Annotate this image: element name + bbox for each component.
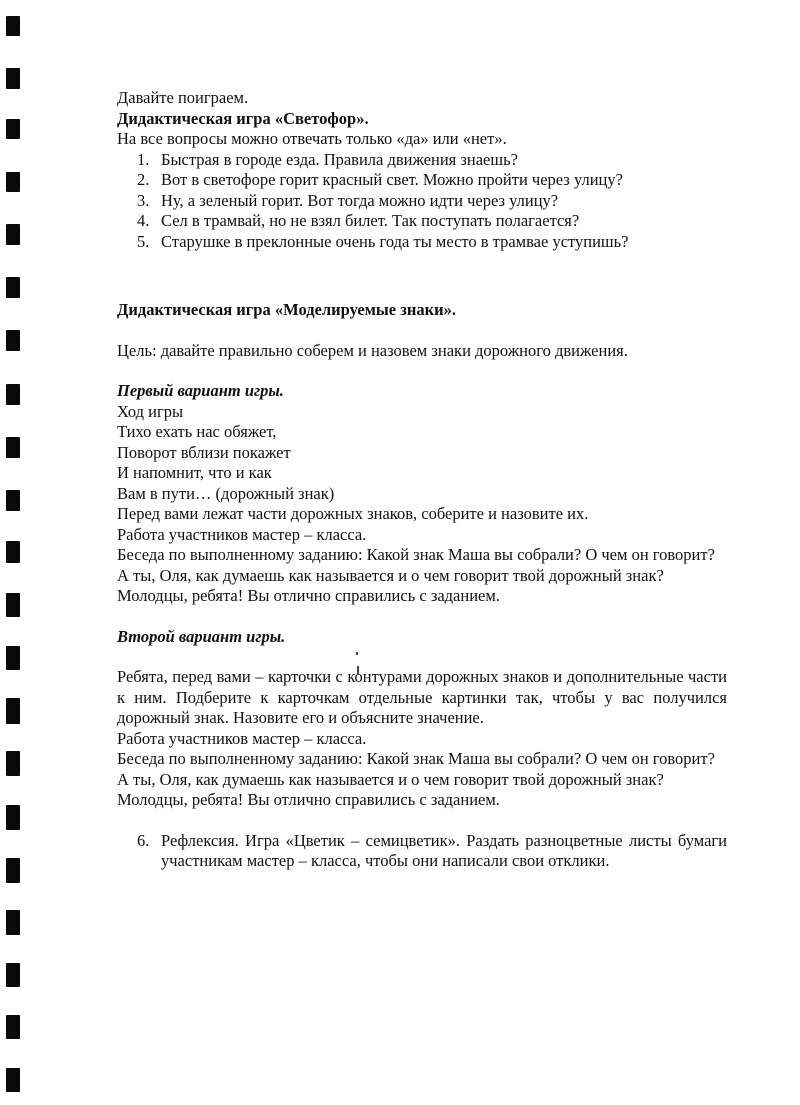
variant1-line: И напомнит, что и как <box>117 463 272 482</box>
variant1-line: Тихо ехать нас обяжет, <box>117 422 277 441</box>
list-number: 5. <box>137 231 150 251</box>
variant2-question: А ты, Оля, как думаешь как называется и о чем говорит твой дорожный знак? <box>117 769 664 789</box>
binder-hole <box>6 172 20 192</box>
variant1-line: Ход игры <box>117 401 184 421</box>
binder-hole <box>6 277 20 298</box>
variant2-task: Ребята, перед вами – карточки с контурами дорожных знаков и дополнительные части к ним. Подберите к карточкам отдельные картинки так, чтобы у вас получился дорожный знак. Назовите его и объясните значение. <box>117 667 727 727</box>
binder-hole <box>6 646 20 670</box>
binder-hole <box>6 593 20 617</box>
list-number: 2. <box>137 170 150 189</box>
variant1-line: Вам в пути… (дорожный знак) <box>117 483 335 503</box>
list-text: Старушке в преклонные очень года ты место в трамвае уступишь? <box>161 231 629 251</box>
game2-title: Дидактическая игра «Моделируемые знаки». <box>117 300 457 319</box>
binder-hole <box>6 963 20 987</box>
game1-question-list <box>117 150 727 253</box>
binder-hole <box>6 16 20 36</box>
reflection-number: 6. <box>137 830 150 850</box>
list-text: Быстрая в городе езда. Правила движения знаешь? <box>161 149 518 169</box>
binder-hole <box>6 541 20 563</box>
intro-text: Давайте поиграем. <box>117 88 249 107</box>
list-number: 4. <box>137 211 150 230</box>
list-item <box>117 191 727 212</box>
variant1-line: Поворот вблизи покажет <box>117 442 291 462</box>
binder-hole <box>6 1015 20 1039</box>
binder-hole <box>6 910 20 935</box>
variant2-heading: Второй вариант игры. <box>117 626 286 646</box>
variant1-praise: Молодцы, ребята! Вы отлично справились с заданием. <box>117 586 500 605</box>
reflection-text: Рефлексия. Игра «Цветик – семицветик». Раздать разноцветные листы бумаги участникам мастер – класса, чтобы они написали свои отклики. <box>161 830 727 870</box>
variant2-praise: Молодцы, ребята! Вы отлично справились с заданием. <box>117 790 500 809</box>
binder-hole <box>6 330 20 351</box>
game1-title: Дидактическая игра «Светофор». <box>117 108 369 128</box>
list-text: Ну, а зеленый горит. Вот тогда можно идти через улицу? <box>161 190 559 210</box>
binder-hole <box>6 224 20 245</box>
list-item <box>117 170 727 191</box>
list-item <box>117 150 727 171</box>
variant1-question: А ты, Оля, как думаешь как называется и о чем говорит твой дорожный знак? <box>117 565 664 585</box>
document-page <box>117 88 727 872</box>
variant1-line: Работа участников мастер – класса. <box>117 524 367 544</box>
binder-hole <box>6 858 20 883</box>
binder-hole <box>6 384 20 405</box>
game2-goal: Цель: давайте правильно соберем и назовем знаки дорожного движения. <box>117 340 628 360</box>
binder-hole <box>6 751 20 776</box>
list-item <box>117 211 727 232</box>
list-item <box>117 232 727 253</box>
binder-hole <box>6 437 20 458</box>
list-text: Сел в трамвай, но не взял билет. Так поступать полагается? <box>161 211 580 230</box>
reflection-item <box>137 831 727 872</box>
binder-hole <box>6 68 20 89</box>
list-number: 3. <box>137 190 150 210</box>
variant2-work: Работа участников мастер – класса. <box>117 728 367 748</box>
binder-hole <box>6 119 20 139</box>
variant2-discussion: Беседа по выполненному заданию: Какой знак Маша вы собрали? О чем он говорит? <box>117 749 715 768</box>
list-text: Вот в светофоре горит красный свет. Можно пройти через улицу? <box>161 170 623 189</box>
binder-hole <box>6 805 20 830</box>
binder-hole <box>6 698 20 724</box>
binder-hole <box>6 490 20 511</box>
binder-hole <box>6 1068 20 1092</box>
list-number: 1. <box>137 149 150 169</box>
binder-holes <box>0 0 30 1105</box>
game1-rule: На все вопросы можно отвечать только «да» или «нет». <box>117 129 507 148</box>
variant1-line: Перед вами лежат части дорожных знаков, соберите и назовите их. <box>117 504 589 523</box>
variant1-heading: Первый вариант игры. <box>117 381 284 400</box>
variant1-discussion: Беседа по выполненному заданию: Какой знак Маша вы собрали? О чем он говорит? <box>117 545 715 564</box>
